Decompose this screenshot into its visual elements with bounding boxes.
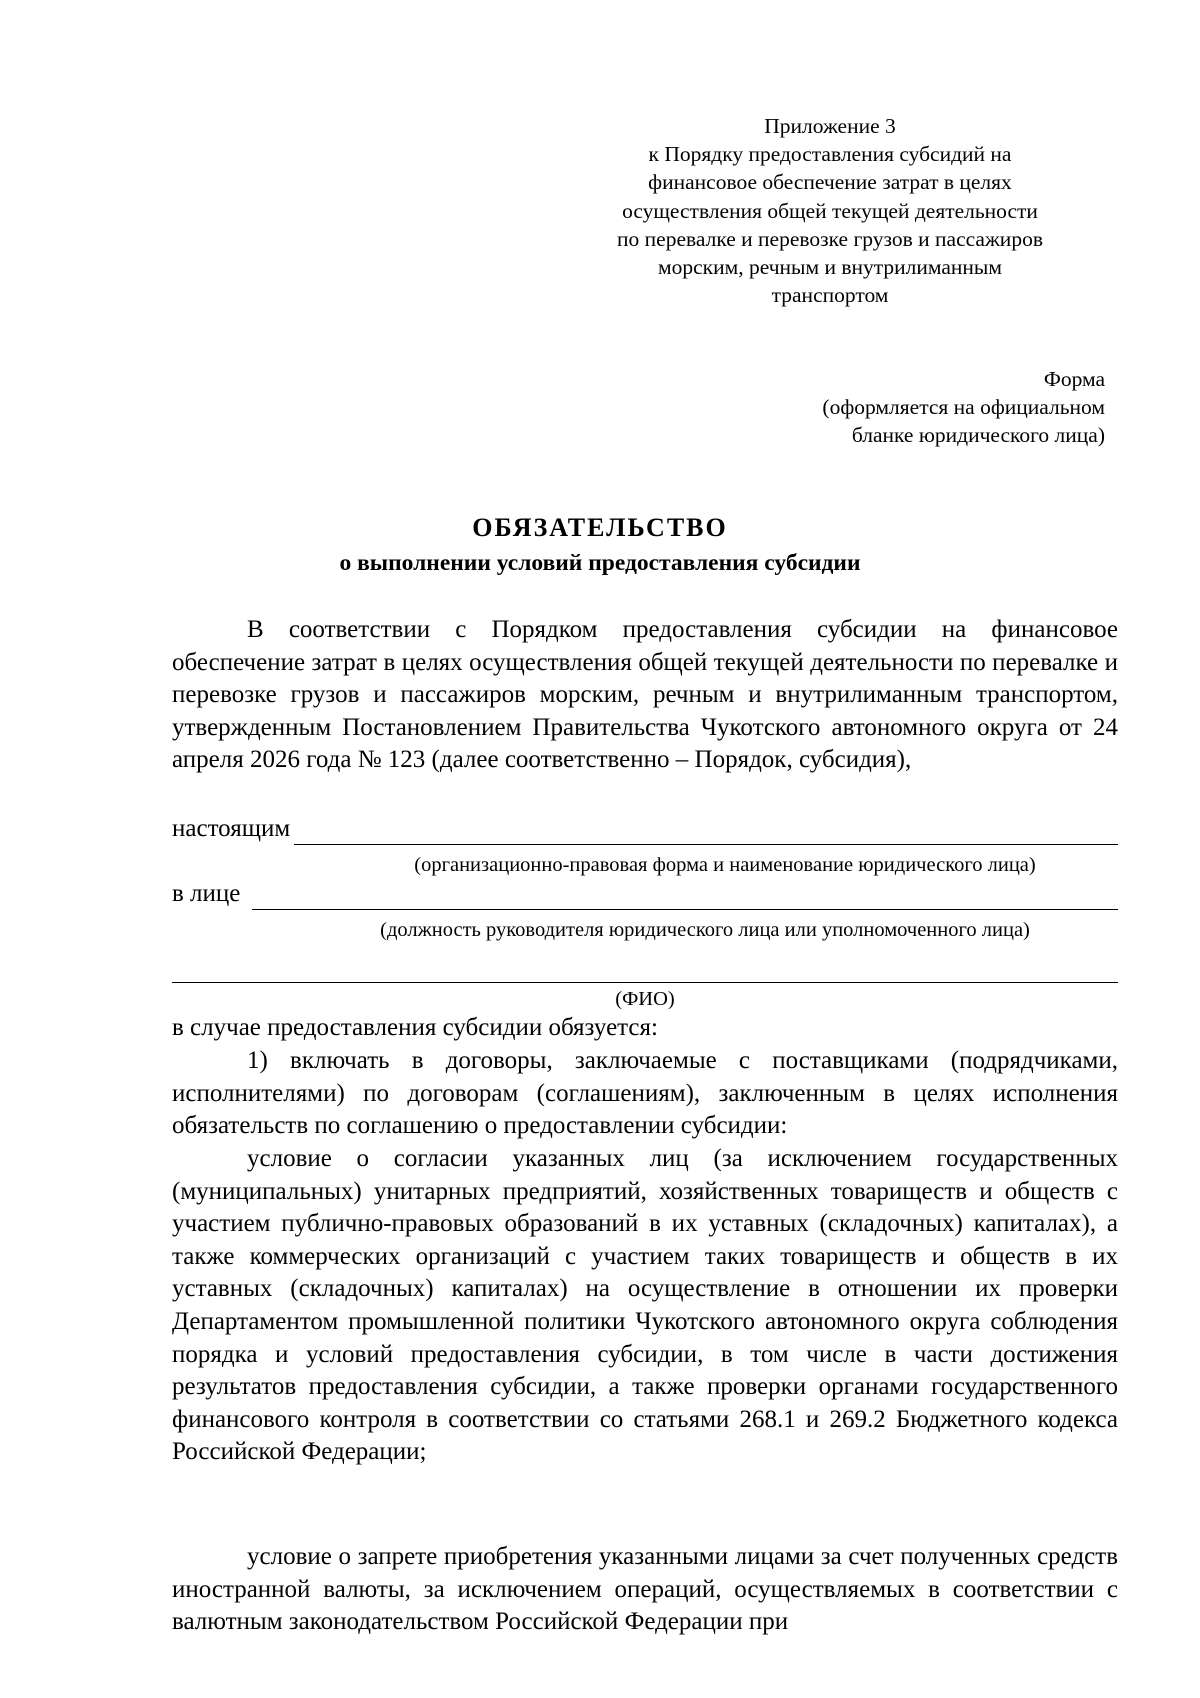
- fio-blank: [172, 982, 1118, 983]
- org-name-row: [172, 813, 1118, 845]
- condition-1-paragraph: условие о согласии указанных лиц (за исключением государственных (муниципальных) унитарных предприятий, хозяйственных товариществ и обществ с участием публично-правовых образований в их уставных (складочных) капиталах), а также коммерческих организаций с участием таких товариществ и обществ в их уставных (складочных) капиталах) на осуществление в отношении их проверки Департаментом промышленной политики Чукотского автономного округа соблюдения порядка и условий предоставления субсидии, в том числе в части достижения результатов предоставления субсидии, а также проверки органами государственного финансового контроля в соответствии со статьями 268.1 и 269.2 Бюджетного кодекса Российской Федерации;: [172, 1145, 1118, 1466]
- obligates-line: в случае предоставления субсидии обязуется:: [172, 1014, 658, 1041]
- intro-paragraph: В соответствии с Порядком предоставления субсидии на финансовое обеспечение затрат в целях осуществления общей текущей деятельности по перевалке и перевозке грузов и пассажиров морским, речным и внутрилиманным транспортом, утвержденным Постановлением Правительства Чукотского автономного округа от 24 апреля 2026 года № 123 (далее соответственно – Порядок, субсидия),: [172, 616, 1118, 774]
- org-prefix: настоящим: [172, 815, 291, 842]
- appendix-line: транспортом: [771, 283, 889, 308]
- position-blank: [252, 885, 1118, 910]
- position-caption: (должность руководителя юридического лица или уполномоченного лица): [380, 919, 1030, 941]
- form-note: [822, 365, 1105, 450]
- condition-2-paragraph: условие о запрете приобретения указанными лицами за счет полученных средств иностранной валюты, за исключением операций, осуществляемых в соответствии с валютным законодательством Российской Федерации при: [172, 1543, 1118, 1636]
- document-subtitle: о выполнении условий предоставления субсидии: [339, 550, 861, 576]
- form-note-line: Форма: [1043, 367, 1105, 391]
- form-note-line: (оформляется на официальном: [822, 395, 1105, 420]
- item-1-paragraph: 1) включать в договоры, заключаемые с поставщиками (подрядчиками, исполнителями) по договорам (соглашениям), заключенным в целях исполнения обязательств по соглашению о предоставлении субсидии:: [172, 1047, 1118, 1140]
- document-title: ОБЯЗАТЕЛЬСТВО: [472, 513, 728, 542]
- org-caption: (организационно-правовая форма и наименование юридического лица): [414, 854, 1036, 876]
- position-row: [172, 878, 1118, 910]
- fio-caption: (ФИО): [615, 988, 675, 1010]
- appendix-line: осуществления общей текущей деятельности: [622, 198, 1038, 223]
- form-note-line: бланке юридического лица): [851, 423, 1105, 448]
- appendix-line: к Порядку предоставления субсидий на: [648, 142, 1012, 167]
- appendix-block: [560, 112, 1100, 309]
- person-prefix: в лице: [172, 880, 241, 907]
- appendix-line: морским, речным и внутрилиманным: [658, 255, 1002, 280]
- appendix-line: финансовое обеспечение затрат в целях: [648, 170, 1012, 195]
- appendix-line: по перевалке и перевозке грузов и пассажиров: [617, 226, 1043, 251]
- org-name-blank: [294, 820, 1118, 845]
- appendix-line: Приложение 3: [764, 114, 896, 138]
